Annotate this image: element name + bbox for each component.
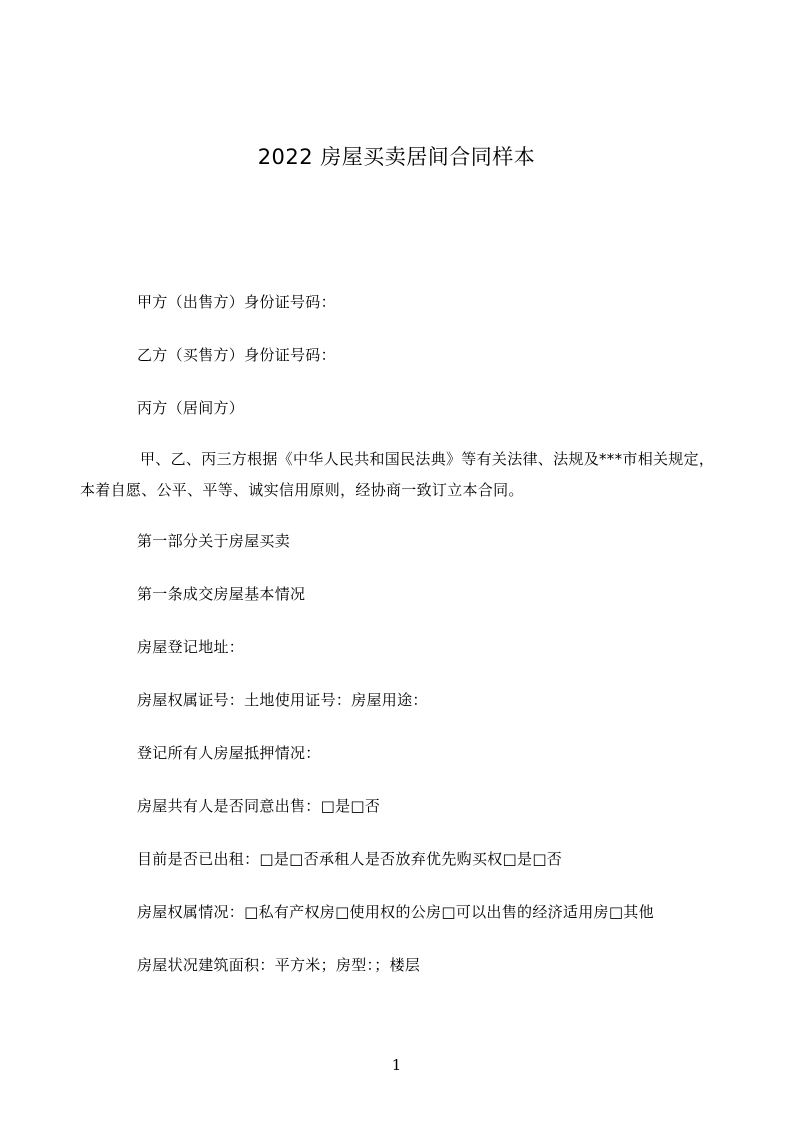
- party-a-line: 甲方（出售方）身份证号码：: [137, 293, 336, 311]
- rental-status-line: 目前是否已出租：□是□否承租人是否放弃优先购买权□是□否: [137, 850, 563, 868]
- co-owner-consent-line: 房屋共有人是否同意出售：□是□否: [137, 797, 381, 815]
- party-c-line: 丙方（居间方）: [137, 399, 245, 417]
- section-part-one-heading: 第一部分关于房屋买卖: [137, 532, 291, 550]
- intro-paragraph: 甲、乙、丙三方根据《中华人民共和国民法典》等有关法律、法规及***市相关规定，本着自愿、公平、平等、诚实信用原则，经协商一致订立本合同。: [80, 450, 715, 499]
- article-one-heading: 第一条成交房屋基本情况: [137, 585, 306, 603]
- property-address-line: 房屋登记地址：: [137, 638, 245, 656]
- party-b-line: 乙方（买售方）身份证号码：: [137, 346, 336, 364]
- page-number: 1: [391, 1056, 402, 1074]
- document-title: 2022 房屋买卖居间合同样本: [257, 145, 536, 169]
- mortgage-status-line: 登记所有人房屋抵押情况：: [137, 744, 321, 762]
- property-condition-line: 房屋状况建筑面积：平方米；房型：；楼层: [137, 956, 421, 974]
- ownership-type-line: 房屋权属情况：□私有产权房□使用权的公房□可以出售的经济适用房□其他: [137, 903, 654, 921]
- property-certificates-line: 房屋权属证号：土地使用证号：房屋用途：: [137, 691, 428, 709]
